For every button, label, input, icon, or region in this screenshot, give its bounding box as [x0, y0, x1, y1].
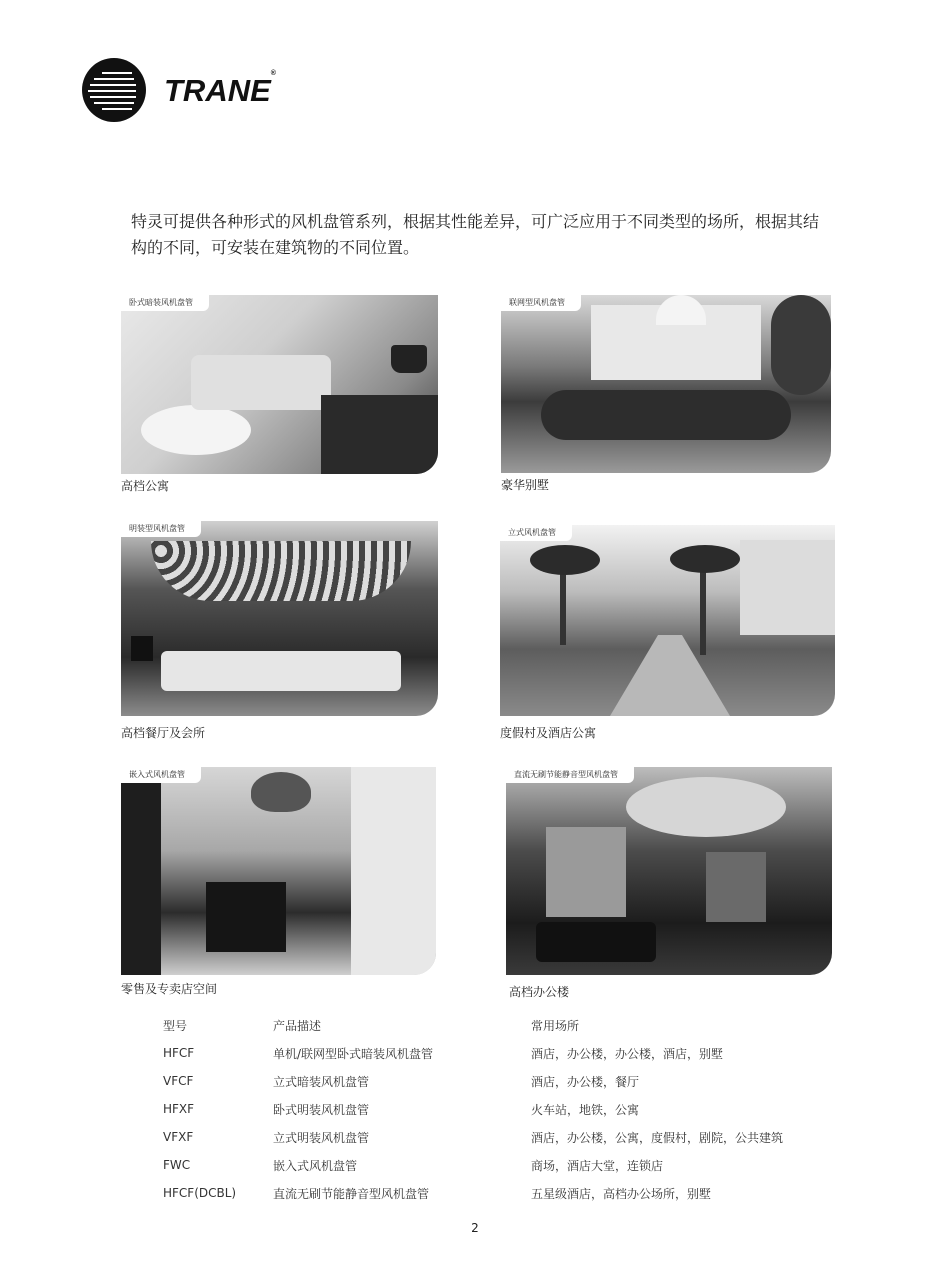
- photo-tag: 明装型风机盘管: [121, 521, 201, 537]
- table-row: [163, 1123, 831, 1151]
- trane-wordmark: TRANE®: [164, 70, 276, 108]
- table-cell: 立式暗装风机盘管: [273, 1074, 370, 1089]
- photo-resort: [500, 525, 835, 716]
- table-row: [163, 1179, 831, 1207]
- table-cell: 立式明装风机盘管: [273, 1130, 370, 1145]
- photo-caption: 高档餐厅及会所: [121, 726, 206, 740]
- photo-caption: 高档办公楼: [509, 985, 570, 999]
- table-header-cell: 常用场所: [531, 1018, 580, 1033]
- photo-caption: 零售及专卖店空间: [121, 982, 218, 996]
- trane-logo-mark: [82, 58, 146, 122]
- table-row: [163, 1151, 831, 1179]
- table-header-cell: 型号: [163, 1018, 188, 1033]
- table-cell: FWC: [163, 1158, 191, 1172]
- photo-restaurant: [121, 521, 438, 716]
- table-cell: VFCF: [163, 1074, 194, 1088]
- table-cell: 火车站，地铁，公寓: [531, 1102, 640, 1117]
- page-number: 2: [471, 1221, 479, 1235]
- table-row: [163, 1039, 831, 1067]
- photo-tag: 立式风机盘管: [500, 525, 572, 541]
- table-cell: 酒店，办公楼，公寓，度假村，剧院，公共建筑: [531, 1130, 784, 1145]
- photo-caption: 度假村及酒店公寓: [500, 726, 597, 740]
- table-cell: 单机/联网型卧式暗装风机盘管: [273, 1046, 434, 1061]
- photo-tag: 嵌入式风机盘管: [121, 767, 201, 783]
- table-cell: 酒店，办公楼，办公楼，酒店，别墅: [531, 1046, 724, 1061]
- table-cell: 五星级酒店，高档办公场所，别墅: [531, 1186, 712, 1201]
- table-header-cell: 产品描述: [273, 1018, 322, 1033]
- table-cell: HFXF: [163, 1102, 195, 1116]
- table-cell: 直流无刷节能静音型风机盘管: [273, 1186, 430, 1201]
- model-table: [163, 1011, 831, 1207]
- table-row: [163, 1095, 831, 1123]
- table-cell: HFCF: [163, 1046, 195, 1060]
- table-cell: 商场，酒店大堂，连锁店: [531, 1158, 664, 1173]
- photo-retail: [121, 767, 436, 975]
- photo-tag: 卧式暗装风机盘管: [121, 295, 209, 311]
- table-cell: 卧式明装风机盘管: [273, 1102, 370, 1117]
- photo-caption: 高档公寓: [121, 479, 170, 493]
- table-cell: 酒店，办公楼，餐厅: [531, 1074, 640, 1089]
- intro-paragraph: 特灵可提供各种形式的风机盘管系列，根据其性能差异，可广泛应用于不同类型的场所，根据其结构的不同，可安装在建筑物的不同位置。: [131, 212, 820, 257]
- table-cell: 嵌入式风机盘管: [273, 1158, 358, 1173]
- table-row: [163, 1067, 831, 1095]
- photo-tag: 直流无刷节能静音型风机盘管: [506, 767, 634, 783]
- table-cell: VFXF: [163, 1130, 194, 1144]
- photo-villa: [501, 295, 831, 473]
- table-header-row: [163, 1011, 831, 1039]
- photo-caption: 豪华别墅: [501, 478, 550, 492]
- photo-office: [506, 767, 832, 975]
- photo-tag: 联网型风机盘管: [501, 295, 581, 311]
- table-cell: HFCF(DCBL): [163, 1186, 237, 1200]
- photo-apartment: [121, 295, 438, 474]
- trane-logo: [82, 57, 276, 123]
